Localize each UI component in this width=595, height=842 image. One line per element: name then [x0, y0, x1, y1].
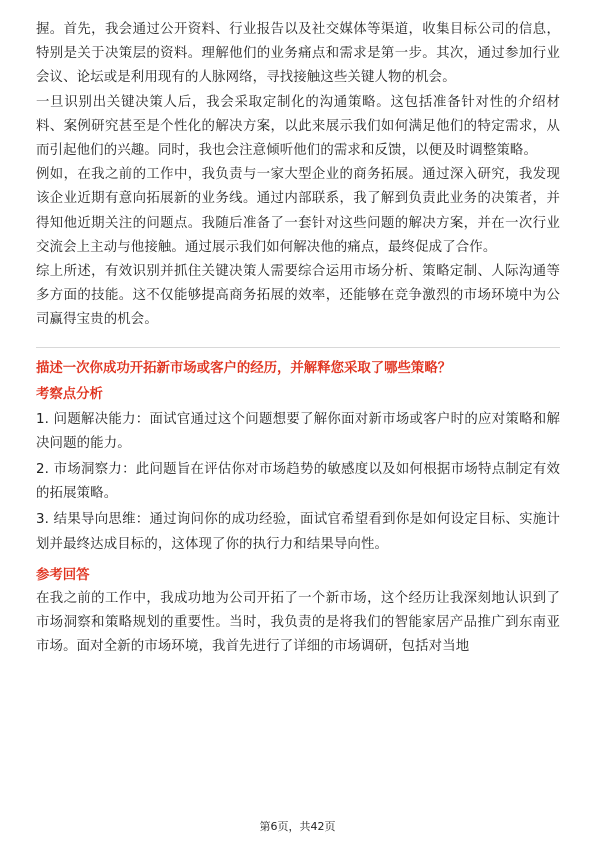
- intro-paragraph-1: 握。首先，我会通过公开资料、行业报告以及社交媒体等渠道，收集目标公司的信息，特别是关于决策层的资料。理解他们的业务痛点和需求是第一步。其次，通过参加行业会议、论坛或是利用现有的人脉网络，寻找接触这些关键人物的机会。: [36, 22, 560, 86]
- answer-heading: 参考回答: [36, 567, 90, 583]
- intro-paragraph-2: 一旦识别出关键决策人后，我会采取定制化的沟通策略。这包括准备针对性的介绍材料、案例研究甚至是个性化的解决方案，以此来展示我们如何满足他们的特定需求，从而引起他们的兴趣。同时，我也会注意倾听他们的需求和反馈，以便及时调整策略。: [36, 94, 560, 159]
- analysis-item: 3. 结果导向思维：通过询问你的成功经验，面试官希望看到你是如何设定目标、实施计划并最终达成目标的，这体现了你的执行力和结果导向性。: [36, 512, 560, 552]
- intro-paragraph-3: 例如，在我之前的工作中，我负责与一家大型企业的商务拓展。通过深入研究，我发现该企业近期有意向拓展新的业务线。通过内部联系，我了解到负责此业务的决策者，并得知他近期关注的问题点。我随后准备了一套针对这些问题的解决方案，并在一次行业交流会上主动与他接触。通过展示我们如何解决他的痛点，最终促成了合作。: [36, 167, 560, 255]
- page-number: 第6页，共42页: [259, 820, 336, 833]
- analysis-item: 2. 市场洞察力：此问题旨在评估你对市场趋势的敏感度以及如何根据市场特点制定有效的拓展策略。: [36, 462, 560, 502]
- intro-paragraph-4: 综上所述，有效识别并抓住关键决策人需要综合运用市场分析、策略定制、人际沟通等多方面的技能。这不仅能够提高商务拓展的效率，还能够在竞争激烈的市场环境中为公司赢得宝贵的机会。: [36, 264, 560, 328]
- analysis-heading: 考察点分析: [36, 386, 103, 402]
- analysis-item: 1. 问题解决能力：面试官通过这个问题想要了解你面对新市场或客户时的应对策略和解决问题的能力。: [36, 411, 560, 451]
- page-content: [36, 18, 560, 659]
- interview-question: 描述一次你成功开拓新市场或客户的经历，并解释您采取了哪些策略？: [36, 360, 452, 376]
- answer-paragraph: 在我之前的工作中，我成功地为公司开拓了一个新市场，这个经历让我深刻地认识到了市场洞察和策略规划的重要性。当时，我负责的是将我们的智能家居产品推广到东南亚市场。面对全新的市场环境，我首先进行了详细的市场调研，包括对当地: [36, 590, 560, 655]
- analysis-list: [36, 408, 560, 557]
- section-divider: [36, 347, 560, 348]
